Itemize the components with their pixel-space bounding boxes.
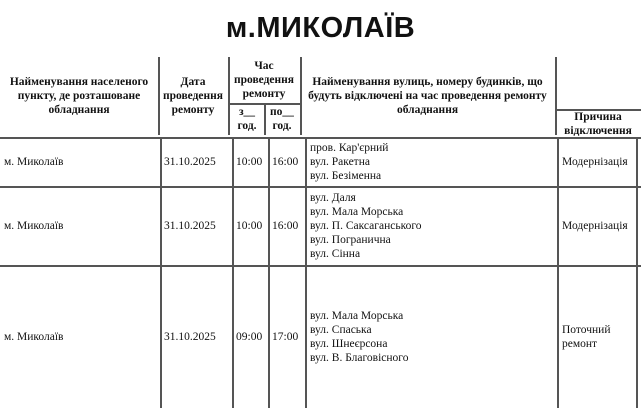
street: пров. Кар'єрний bbox=[310, 141, 389, 154]
street: вул. Безіменна bbox=[310, 169, 382, 182]
reason-cell: Модернізація bbox=[562, 219, 628, 232]
header-date: Дата проведення ремонту bbox=[162, 76, 224, 116]
street: вул. Мала Морська bbox=[310, 205, 404, 218]
street: вул. В. Благовісного bbox=[310, 351, 409, 364]
street: вул. Даля bbox=[310, 191, 356, 204]
date-cell: 31.10.2025 bbox=[164, 155, 216, 168]
street: вул. Спаська bbox=[310, 323, 372, 336]
settlement-cell: м. Миколаїв bbox=[4, 330, 64, 343]
date-cell: 31.10.2025 bbox=[164, 330, 216, 343]
header-settlement: Найменування населеного пункту, де розташоване обладнання bbox=[9, 76, 149, 116]
settlement-cell: м. Миколаїв bbox=[4, 219, 64, 232]
street: вул. Погранична bbox=[310, 233, 391, 246]
from-cell: 09:00 bbox=[236, 330, 263, 343]
from-cell: 10:00 bbox=[236, 155, 263, 168]
header-reason: Причина відключення bbox=[564, 111, 632, 137]
street: вул. Ракетна bbox=[310, 155, 370, 168]
streets-cell bbox=[310, 186, 557, 265]
date-cell: 31.10.2025 bbox=[164, 219, 216, 232]
streets-cell bbox=[310, 137, 557, 186]
reason-cell: Поточний ремонт bbox=[562, 323, 611, 350]
reason-cell: Модернізація bbox=[562, 155, 628, 168]
streets-cell bbox=[310, 265, 557, 408]
street: вул. П. Саксаганського bbox=[310, 219, 422, 232]
header-to: по__ год. bbox=[270, 106, 294, 132]
page-title: м.МИКОЛАЇВ bbox=[225, 12, 416, 44]
to-cell: 16:00 bbox=[272, 219, 299, 232]
header-from: з__ год. bbox=[237, 106, 257, 132]
to-cell: 16:00 bbox=[272, 155, 299, 168]
from-cell: 10:00 bbox=[236, 219, 263, 232]
to-cell: 17:00 bbox=[272, 330, 299, 343]
street: вул. Сінна bbox=[310, 247, 361, 260]
header-streets: Найменування вулиць, номеру будинків, що будуть відключені на час проведення ремонту обладнання bbox=[308, 76, 547, 116]
street: вул. Мала Морська bbox=[310, 309, 404, 322]
header-time: Час проведення ремонту bbox=[233, 60, 295, 100]
street: вул. Шнеєрсона bbox=[310, 337, 388, 350]
settlement-cell: м. Миколаїв bbox=[4, 155, 64, 168]
